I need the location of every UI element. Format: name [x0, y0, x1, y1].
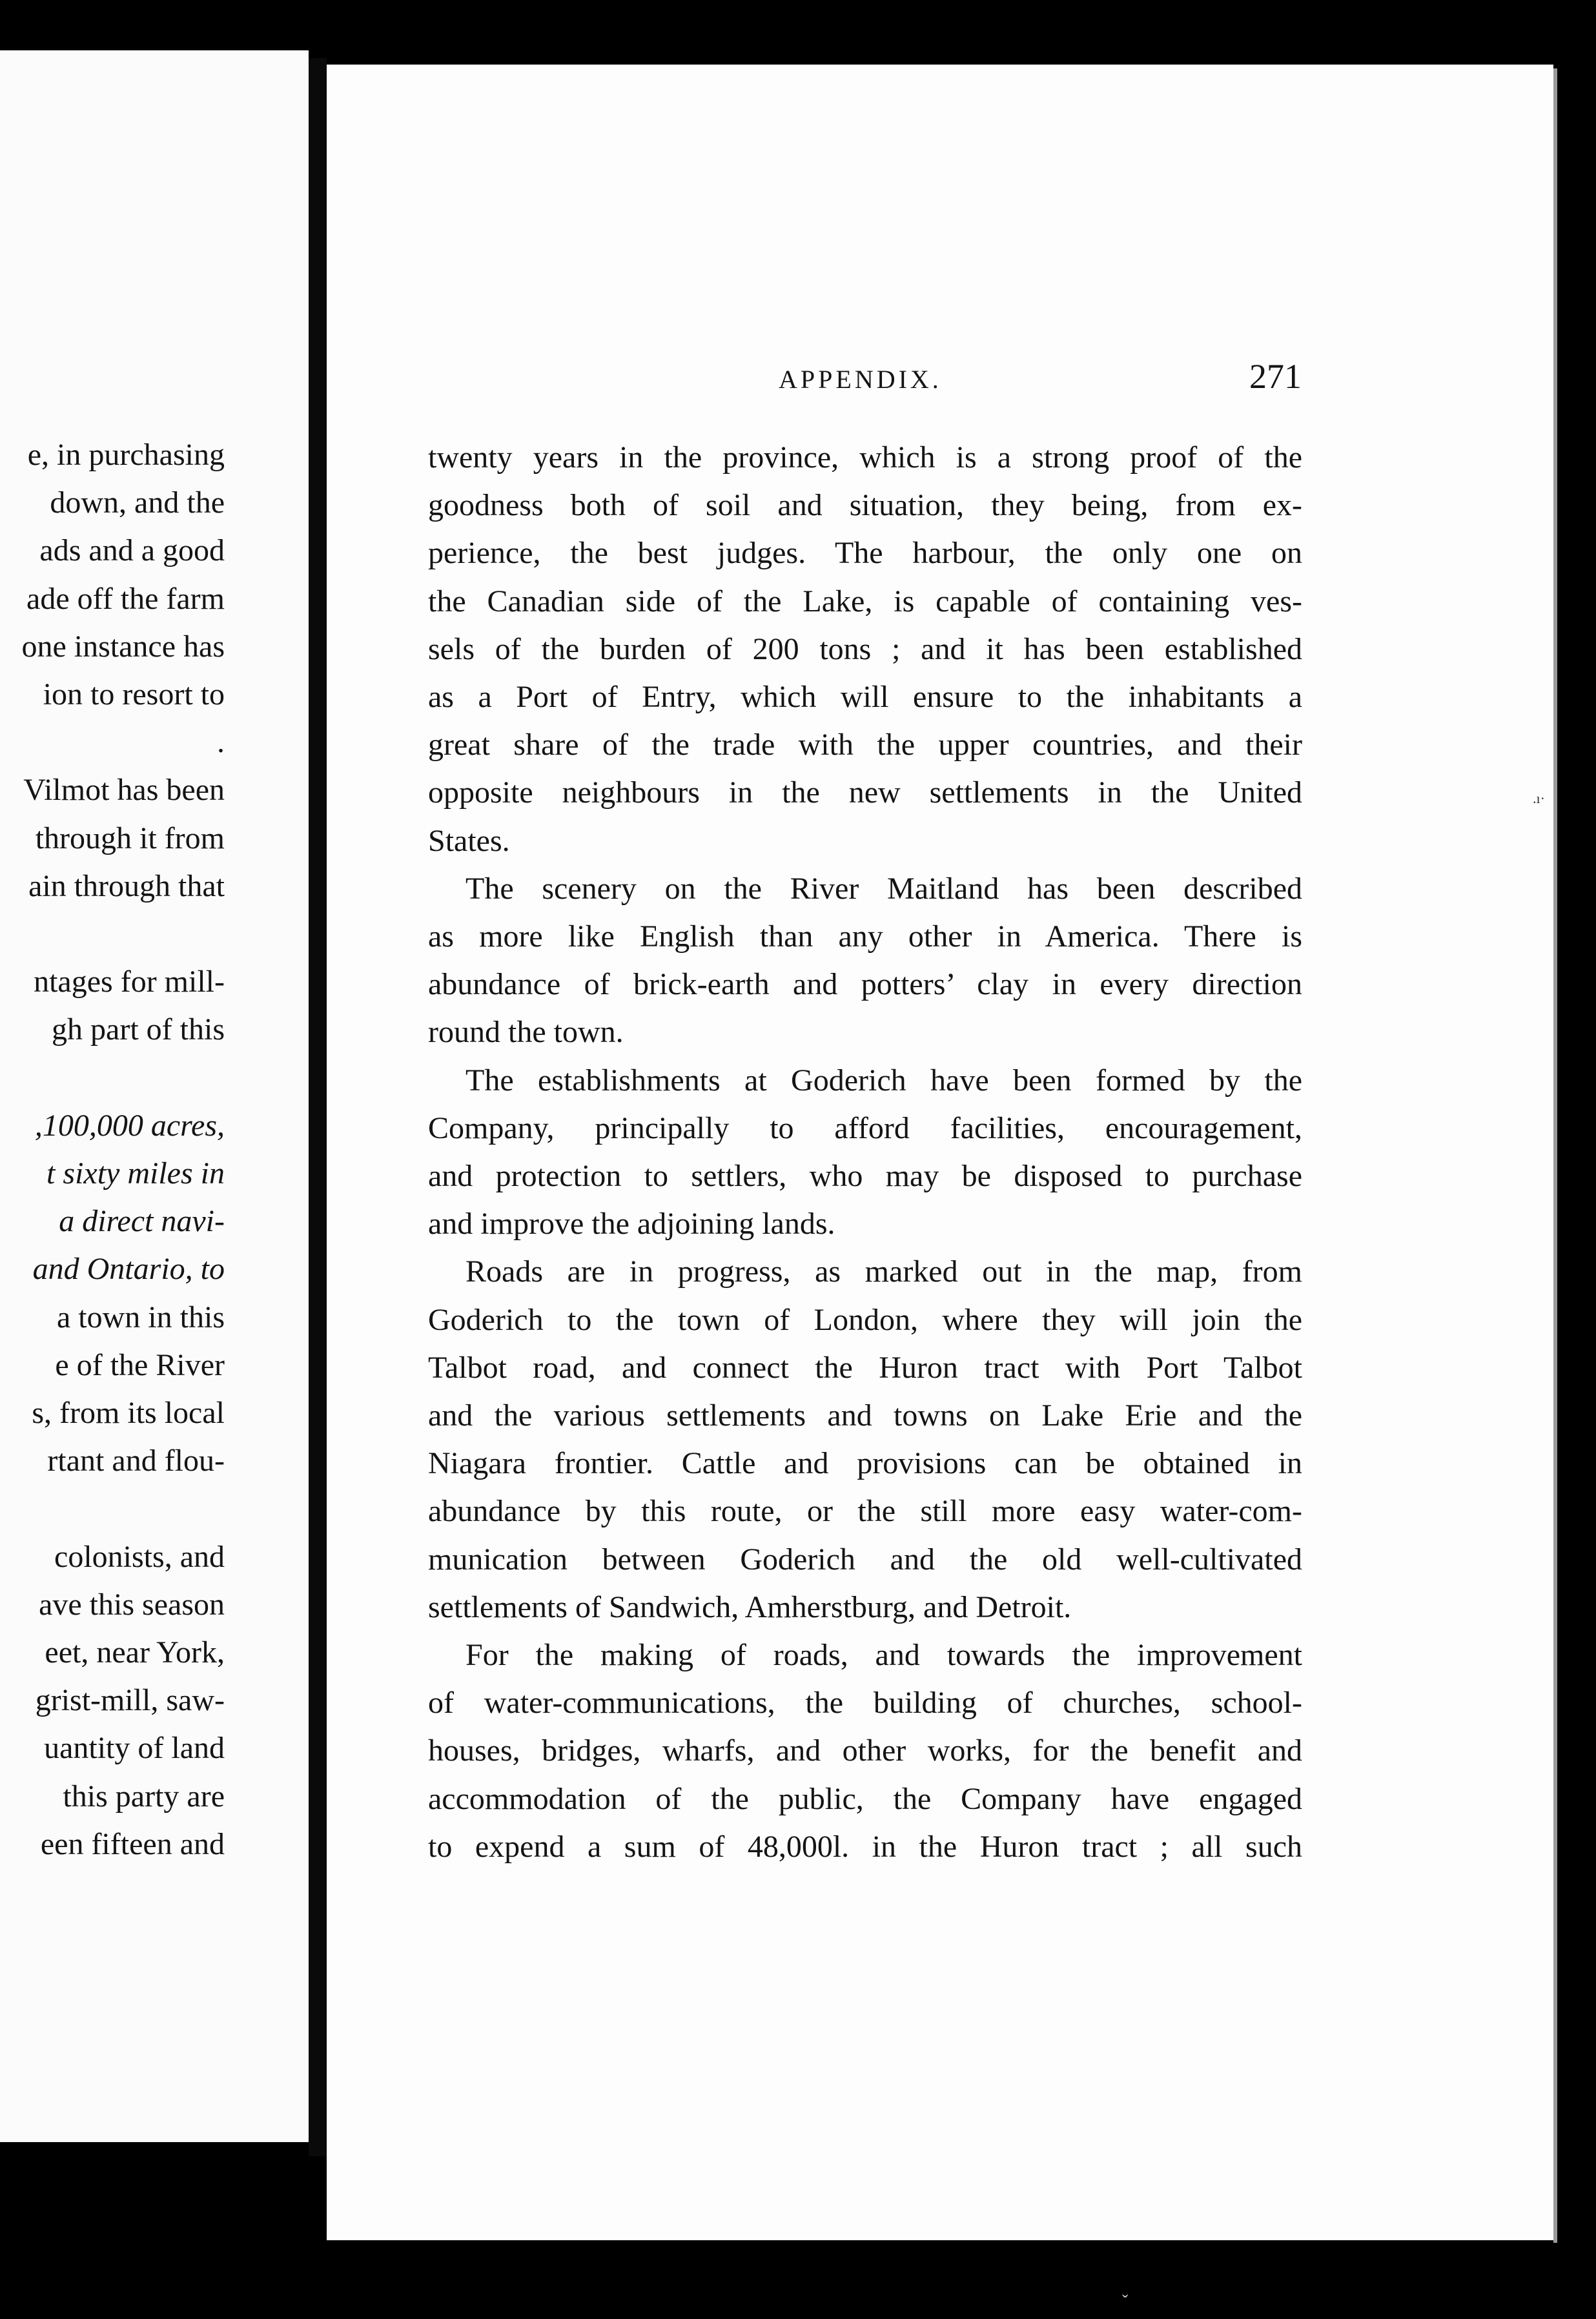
- left-page-line: a town in this: [57, 1300, 225, 1334]
- left-page-line: ,100,000 acres,: [34, 1108, 225, 1143]
- left-page-line: .: [217, 725, 225, 760]
- text-line: accommodation of the public, the Company have engaged: [428, 1781, 1302, 1816]
- text-line: munication between Goderich and the old well-cultivated: [428, 1542, 1302, 1577]
- text-line: and the various settlements and towns on Lake Erie and the: [428, 1398, 1302, 1433]
- text-line: of water-communications, the building of churches, school-: [428, 1686, 1302, 1721]
- left-page-line: e of the River: [55, 1347, 225, 1382]
- left-page-line: eet, near York,: [45, 1635, 225, 1670]
- left-page-line: one instance has: [21, 629, 225, 664]
- left-page-line: this party are: [63, 1779, 225, 1813]
- text-line: great share of the trade with the upper countries, and their: [428, 728, 1302, 762]
- left-page-line: through it from: [35, 821, 225, 855]
- text-line: as more like English than any other in America. There is: [428, 919, 1302, 954]
- text-line: The scenery on the River Maitland has been described: [466, 871, 1302, 906]
- text-line: to expend a sum of 48,000l. in the Huron tract ; all such: [428, 1829, 1302, 1864]
- left-page-line: ade off the farm: [26, 581, 225, 616]
- left-page-line: gh part of this: [52, 1012, 225, 1047]
- text-line: Company, principally to afford facilities, encouragement,: [428, 1110, 1302, 1145]
- left-page-line: uantity of land: [44, 1731, 225, 1766]
- left-page-line: ion to resort to: [43, 677, 225, 711]
- scan-mark: ˇ: [1122, 2292, 1129, 2312]
- text-line: as a Port of Entry, which will ensure to the inhabitants a: [428, 680, 1302, 714]
- text-line: houses, bridges, wharfs, and other works, for the benefit and: [428, 1733, 1302, 1768]
- left-page-line: een fifteen and: [40, 1826, 225, 1861]
- left-page-line: Vilmot has been: [23, 773, 225, 808]
- text-line: perience, the best judges. The harbour, the only one on: [428, 536, 1302, 571]
- left-page-line: s, from its local: [32, 1396, 225, 1430]
- text-line: twenty years in the province, which is a strong proof of the: [428, 440, 1302, 475]
- left-page-line: down, and the: [50, 485, 225, 520]
- text-line: abundance of brick-earth and potters’ clay in every direction: [428, 967, 1302, 1002]
- text-line: opposite neighbours in the new settlements in the United: [428, 775, 1302, 810]
- left-page: [0, 50, 309, 2142]
- left-page-line: and Ontario, to: [32, 1252, 225, 1287]
- page-header: [779, 356, 1302, 402]
- left-page-line: e, in purchasing: [27, 438, 225, 472]
- page-number: 271: [1249, 357, 1302, 396]
- text-line: settlements of Sandwich, Amherstburg, and Detroit.: [428, 1589, 1072, 1624]
- text-line: For the making of roads, and towards the improvement: [466, 1638, 1302, 1672]
- left-page-line: ain through that: [28, 868, 225, 903]
- left-page-line: t sixty miles in: [46, 1156, 225, 1190]
- page-edge: [1553, 68, 1557, 2243]
- book-spine: [309, 58, 327, 2156]
- text-line: The establishments at Goderich have been formed by the: [466, 1063, 1302, 1098]
- text-line: round the town.: [428, 1015, 624, 1050]
- text-line: sels of the burden of 200 tons ; and it has been established: [428, 631, 1302, 666]
- left-page-line: rtant and flou-: [47, 1444, 225, 1478]
- text-line: and improve the adjoining lands.: [428, 1207, 835, 1241]
- running-head: APPENDIX.: [779, 365, 942, 394]
- text-line: goodness both of soil and situation, they being, from ex-: [428, 488, 1302, 523]
- text-line: Niagara frontier. Cattle and provisions can be obtained in: [428, 1446, 1302, 1481]
- text-line: Roads are in progress, as marked out in the map, from: [466, 1254, 1302, 1289]
- margin-mark: .ı·: [1533, 790, 1545, 806]
- text-line: abundance by this route, or the still more easy water-com-: [428, 1494, 1302, 1529]
- text-line: the Canadian side of the Lake, is capable of containing ves-: [428, 584, 1302, 618]
- text-line: Talbot road, and connect the Huron tract with Port Talbot: [428, 1350, 1302, 1385]
- left-page-line: ntages for mill-: [34, 965, 225, 999]
- left-page-line: ads and a good: [39, 533, 225, 568]
- text-line: Goderich to the town of London, where they will join the: [428, 1302, 1302, 1337]
- left-page-line: ave this season: [39, 1587, 225, 1622]
- left-page-line: a direct navi-: [59, 1204, 225, 1239]
- left-page-line: grist-mill, saw-: [35, 1683, 225, 1718]
- left-page-line: colonists, and: [54, 1539, 225, 1574]
- text-line: and protection to settlers, who may be disposed to purchase: [428, 1159, 1302, 1193]
- text-line: States.: [428, 823, 510, 858]
